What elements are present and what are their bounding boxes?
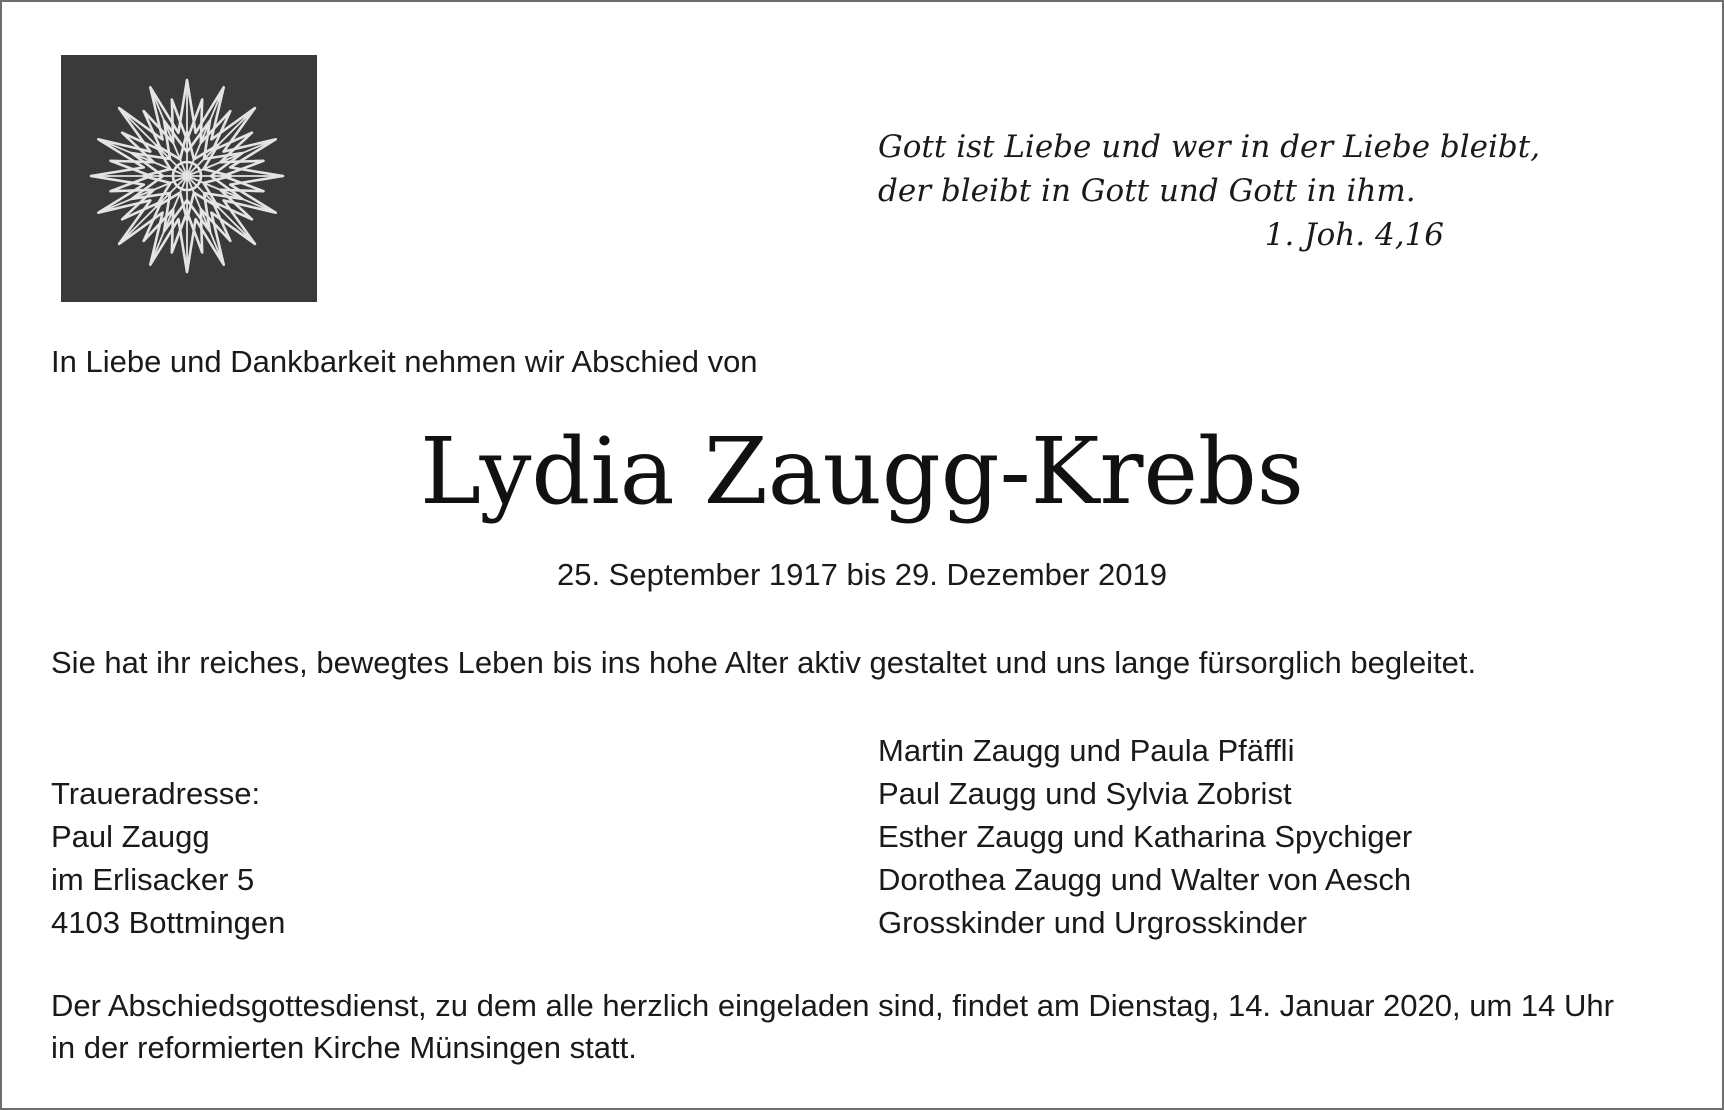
service-line-1: Der Abschiedsgottesdienst, zu dem alle herzlich eingeladen sind, findet am Dienstag, 14. Januar 2020, um 14 Uhr <box>51 988 1614 1023</box>
verse-reference: 1. Joh. 4,16 <box>1264 217 1444 253</box>
verse-line-2: der bleibt in Gott und Gott in ihm. <box>878 173 1416 209</box>
deceased-name: Lydia Zaugg-Krebs <box>419 418 1305 525</box>
tribute-text: Sie hat ihr reiches, bewegtes Leben bis ins hohe Alter aktiv gestaltet und uns lange fürsorglich begleitet. <box>51 645 1477 680</box>
family-member: Paul Zaugg und Sylvia Zobrist <box>878 776 1292 811</box>
family-member: Martin Zaugg und Paula Pfäffli <box>878 733 1295 768</box>
address-line: im Erlisacker 5 <box>51 862 255 897</box>
intro-text: In Liebe und Dankbarkeit nehmen wir Abschied von <box>51 344 758 379</box>
verse-line-1: Gott ist Liebe und wer in der Liebe bleibt, <box>878 129 1541 165</box>
address-line: 4103 Bottmingen <box>51 905 286 940</box>
address-label: Traueradresse: <box>51 776 261 811</box>
family-member: Dorothea Zaugg und Walter von Aesch <box>878 862 1412 897</box>
straw-star-icon <box>61 55 317 302</box>
family-member: Esther Zaugg und Katharina Spychiger <box>878 819 1413 854</box>
life-dates: 25. September 1917 bis 29. Dezember 2019 <box>556 557 1168 592</box>
service-line-2: in der reformierten Kirche Münsingen statt. <box>51 1030 637 1065</box>
family-list <box>878 729 1412 944</box>
mourning-address <box>51 772 285 944</box>
address-line: Paul Zaugg <box>51 819 210 854</box>
bible-verse <box>878 125 1541 257</box>
straw-star-photo <box>61 55 317 302</box>
family-member: Grosskinder und Urgrosskinder <box>878 905 1308 940</box>
service-announcement <box>51 985 1614 1069</box>
